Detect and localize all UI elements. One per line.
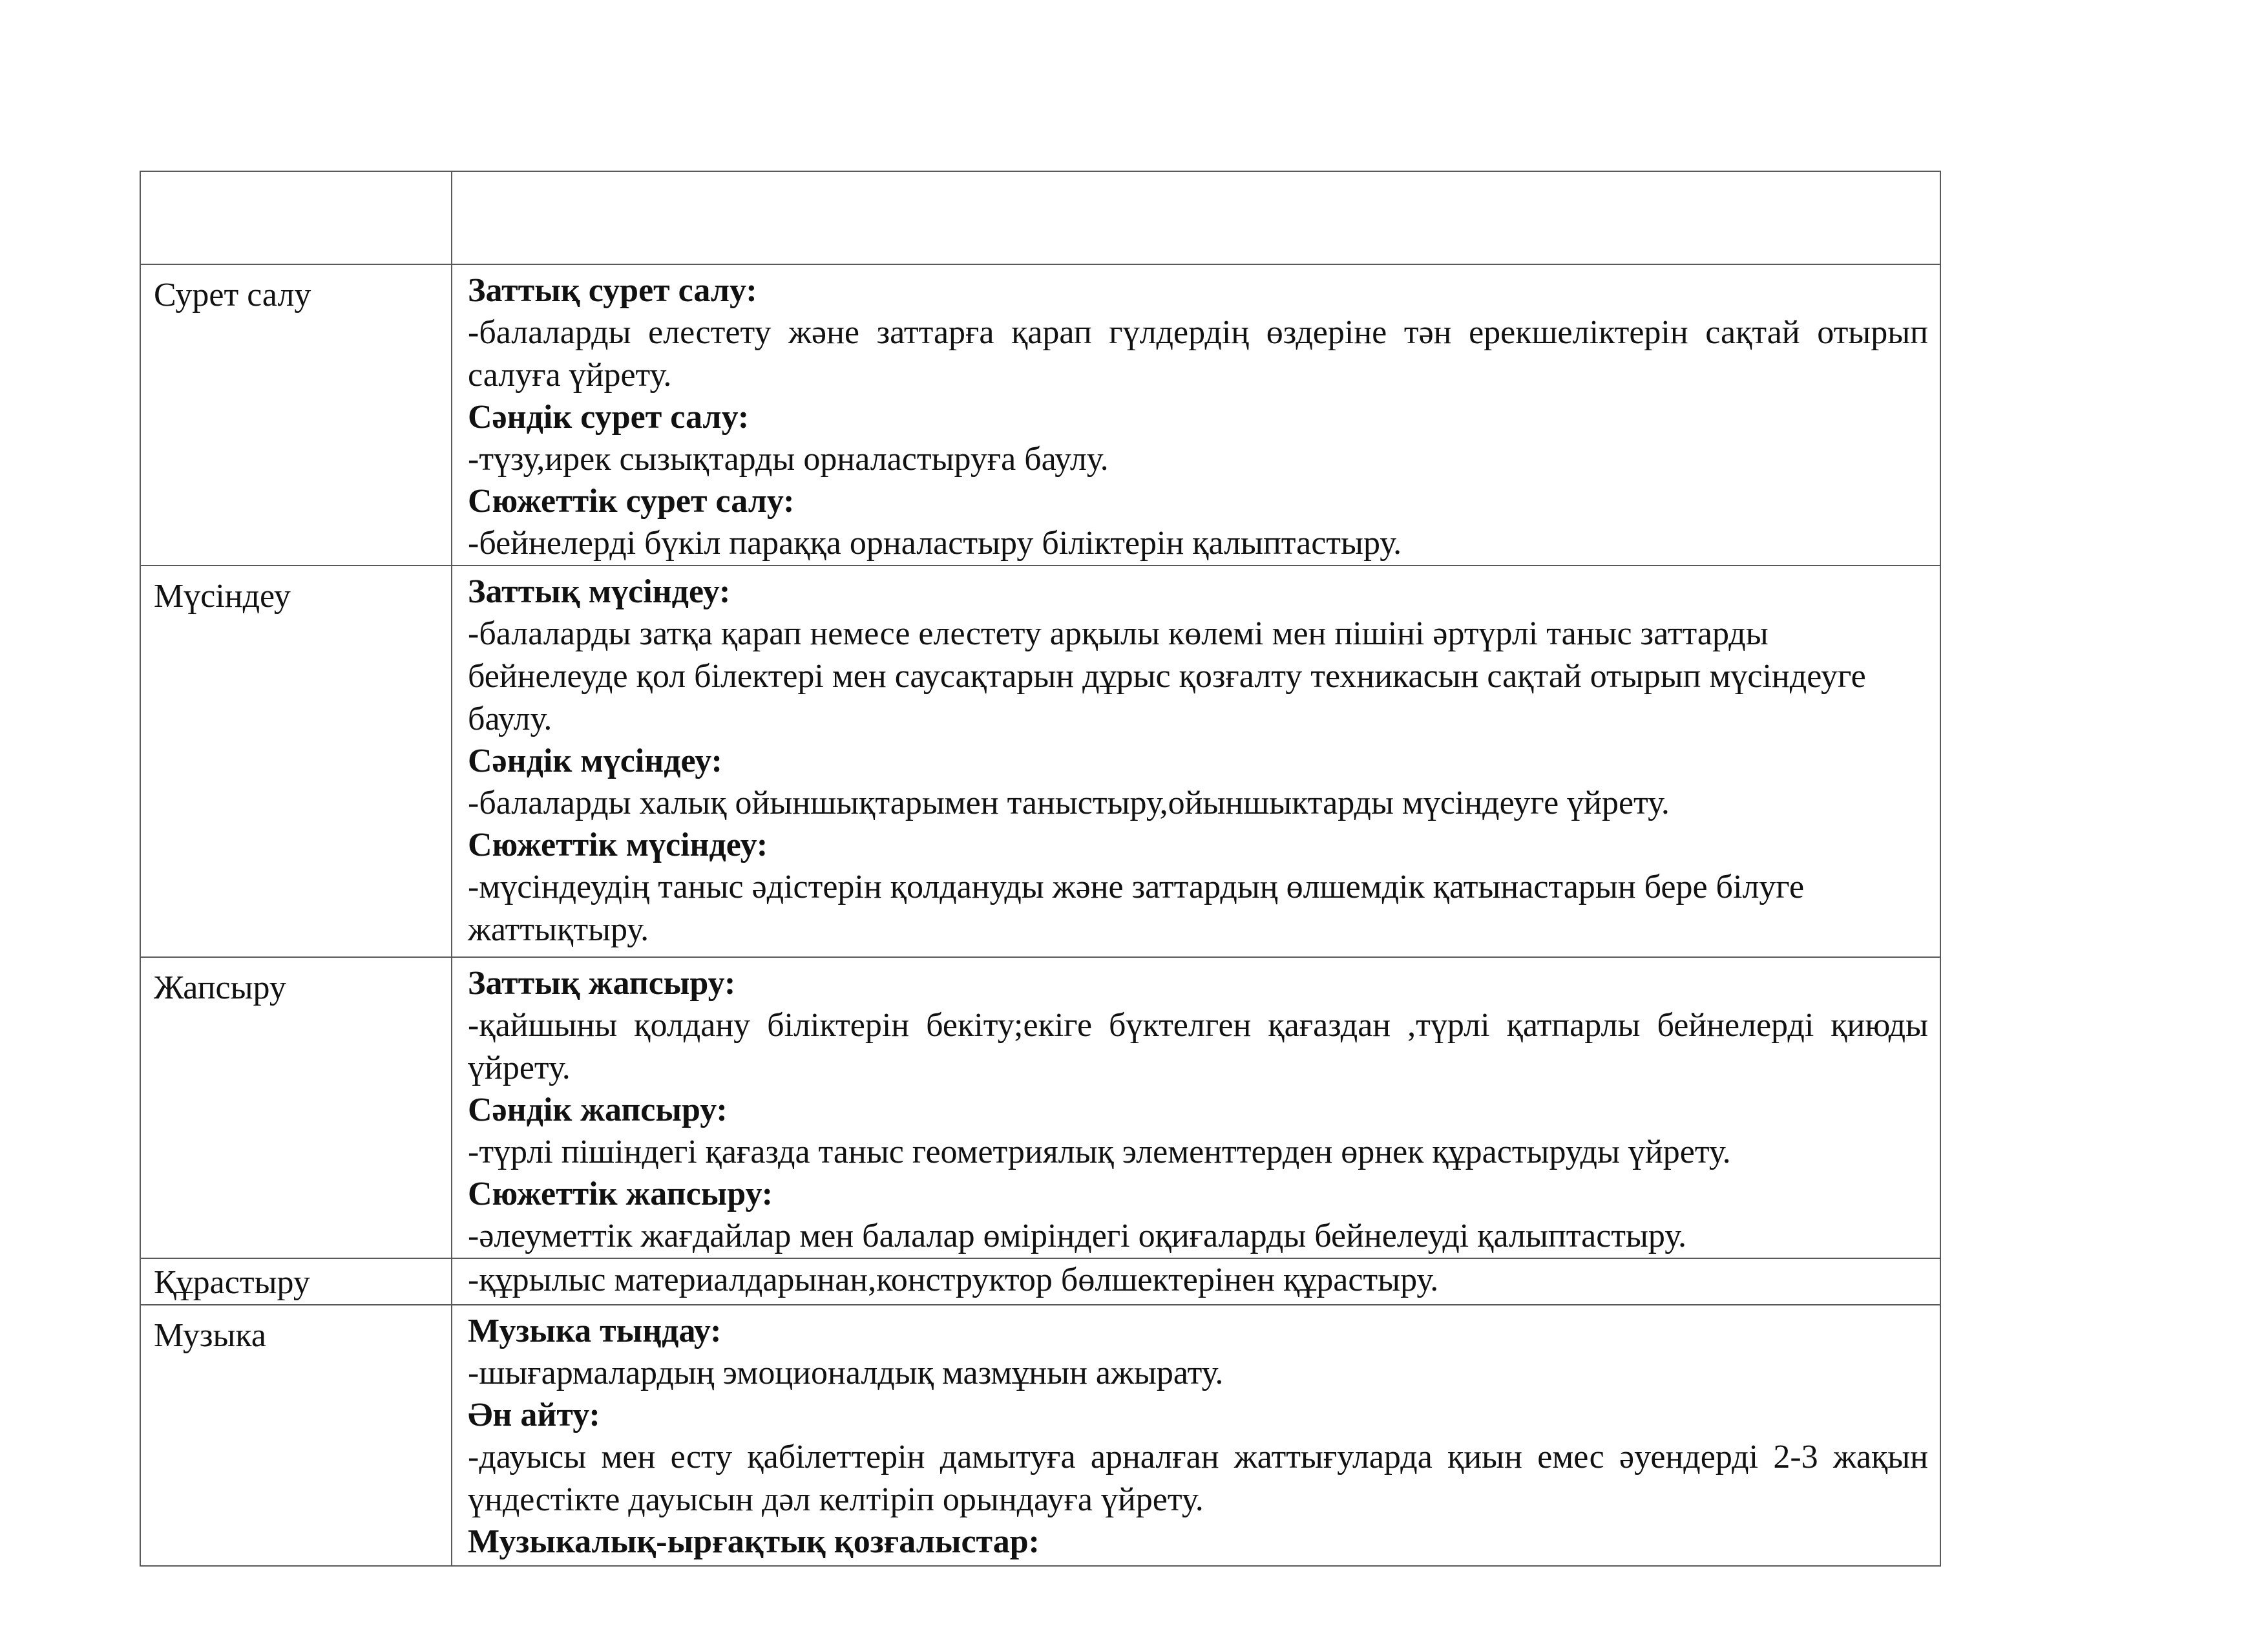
empty-cell — [140, 171, 452, 264]
table-row — [140, 1305, 1940, 1566]
content-cell — [452, 264, 1940, 565]
section-text: -түзу,ирек сызықтарды орналастыруға баулу. — [468, 441, 1109, 478]
subject-cell — [140, 565, 452, 957]
section-text: -әлеуметтік жағдайлар мен балалар өміріндегі оқиғаларды бейнелеуді қалыптастыру. — [468, 1218, 1687, 1254]
section-title: Заттық жапсыру: — [468, 965, 736, 1002]
section-title: Сәндік жапсыру: — [468, 1092, 728, 1128]
content-cell — [452, 957, 1940, 1258]
section-text: -балаларды халық ойыншықтарымен таныстыру,ойыншыктарды мүсіндеуге үйрету. — [468, 785, 1670, 821]
section-text: -қайшыны қолдану біліктерін бекіту;екіге бүктелген қағаздан ,түрлі қатпарлы бейнелерді қиюды үйрету. — [468, 1007, 1928, 1086]
section-text: -балаларды елестету және заттарға қарап гүлдердің өздеріне тән ерекшеліктерін сақтай отырып салуға үйрету. — [468, 314, 1928, 394]
section-text: -мүсіндеудің таныс әдістерін қолдануды және заттардың өлшемдік қатынастарын бере білуге жаттықтыру. — [468, 869, 1805, 948]
content-cell — [452, 1258, 1940, 1305]
section-title: Сәндік мүсіндеу: — [468, 743, 722, 779]
curriculum-table — [140, 171, 1941, 1567]
subject-label: Құрастыру — [154, 1264, 310, 1301]
empty-cell — [452, 171, 1940, 264]
table-row — [140, 957, 1940, 1258]
table-row — [140, 1258, 1940, 1305]
section-title: Заттық мүсіндеу: — [468, 573, 731, 610]
section-title: Сюжеттік сурет салу: — [468, 483, 795, 520]
subject-label: Музыка — [154, 1317, 266, 1354]
section-text: -балаларды затқа қарап немесе елестету арқылы көлемі мен пішіні әртүрлі таныс заттарды бейнелеуде қол білектері мен саусақтарын дұрыс қозғалту техникасын сақтай отырып мүсіндеуге баулу. — [468, 615, 1866, 737]
section-title: Музыка тыңдау: — [468, 1313, 722, 1349]
table-row-empty — [140, 171, 1940, 264]
section-title: Ән айту: — [468, 1397, 600, 1433]
subject-label: Сурет салу — [154, 277, 311, 313]
subject-cell — [140, 1258, 452, 1305]
section-text: -құрылыс материалдарынан,конструктор бөлшектерінен құрастыру. — [468, 1262, 1439, 1298]
section-title: Сюжеттік жапсыру: — [468, 1176, 773, 1212]
section-title: Заттық сурет салу: — [468, 272, 757, 309]
section-text: -түрлі пішіндегі қағазда таныс геометриялық элементтерден өрнек құрастыруды үйрету. — [468, 1134, 1731, 1170]
section-text: -дауысы мен есту қабілеттерін дамытуға арналған жаттығуларда қиын емес әуендерді 2-3 жақын үндестікте дауысын дәл келтіріп орындауға үйрету. — [468, 1439, 1928, 1518]
table-row — [140, 264, 1940, 565]
content-cell — [452, 1305, 1940, 1566]
subject-cell — [140, 264, 452, 565]
section-title: Музыкалық-ырғақтық қозғалыстар: — [468, 1523, 1040, 1560]
section-title: Сәндік сурет салу: — [468, 399, 750, 436]
section-text: -шығармалардың эмоционалдық мазмұнын ажырату. — [468, 1355, 1224, 1391]
section-title: Сюжеттік мүсіндеу: — [468, 827, 768, 863]
content-cell — [452, 565, 1940, 957]
subject-cell — [140, 957, 452, 1258]
table-row — [140, 565, 1940, 957]
section-text: -бейнелерді бүкіл параққа орналастыру біліктерін қалыптастыру. — [468, 525, 1402, 562]
subject-label: Мүсіндеу — [154, 578, 291, 615]
subject-cell — [140, 1305, 452, 1566]
subject-label: Жапсыру — [154, 969, 286, 1006]
